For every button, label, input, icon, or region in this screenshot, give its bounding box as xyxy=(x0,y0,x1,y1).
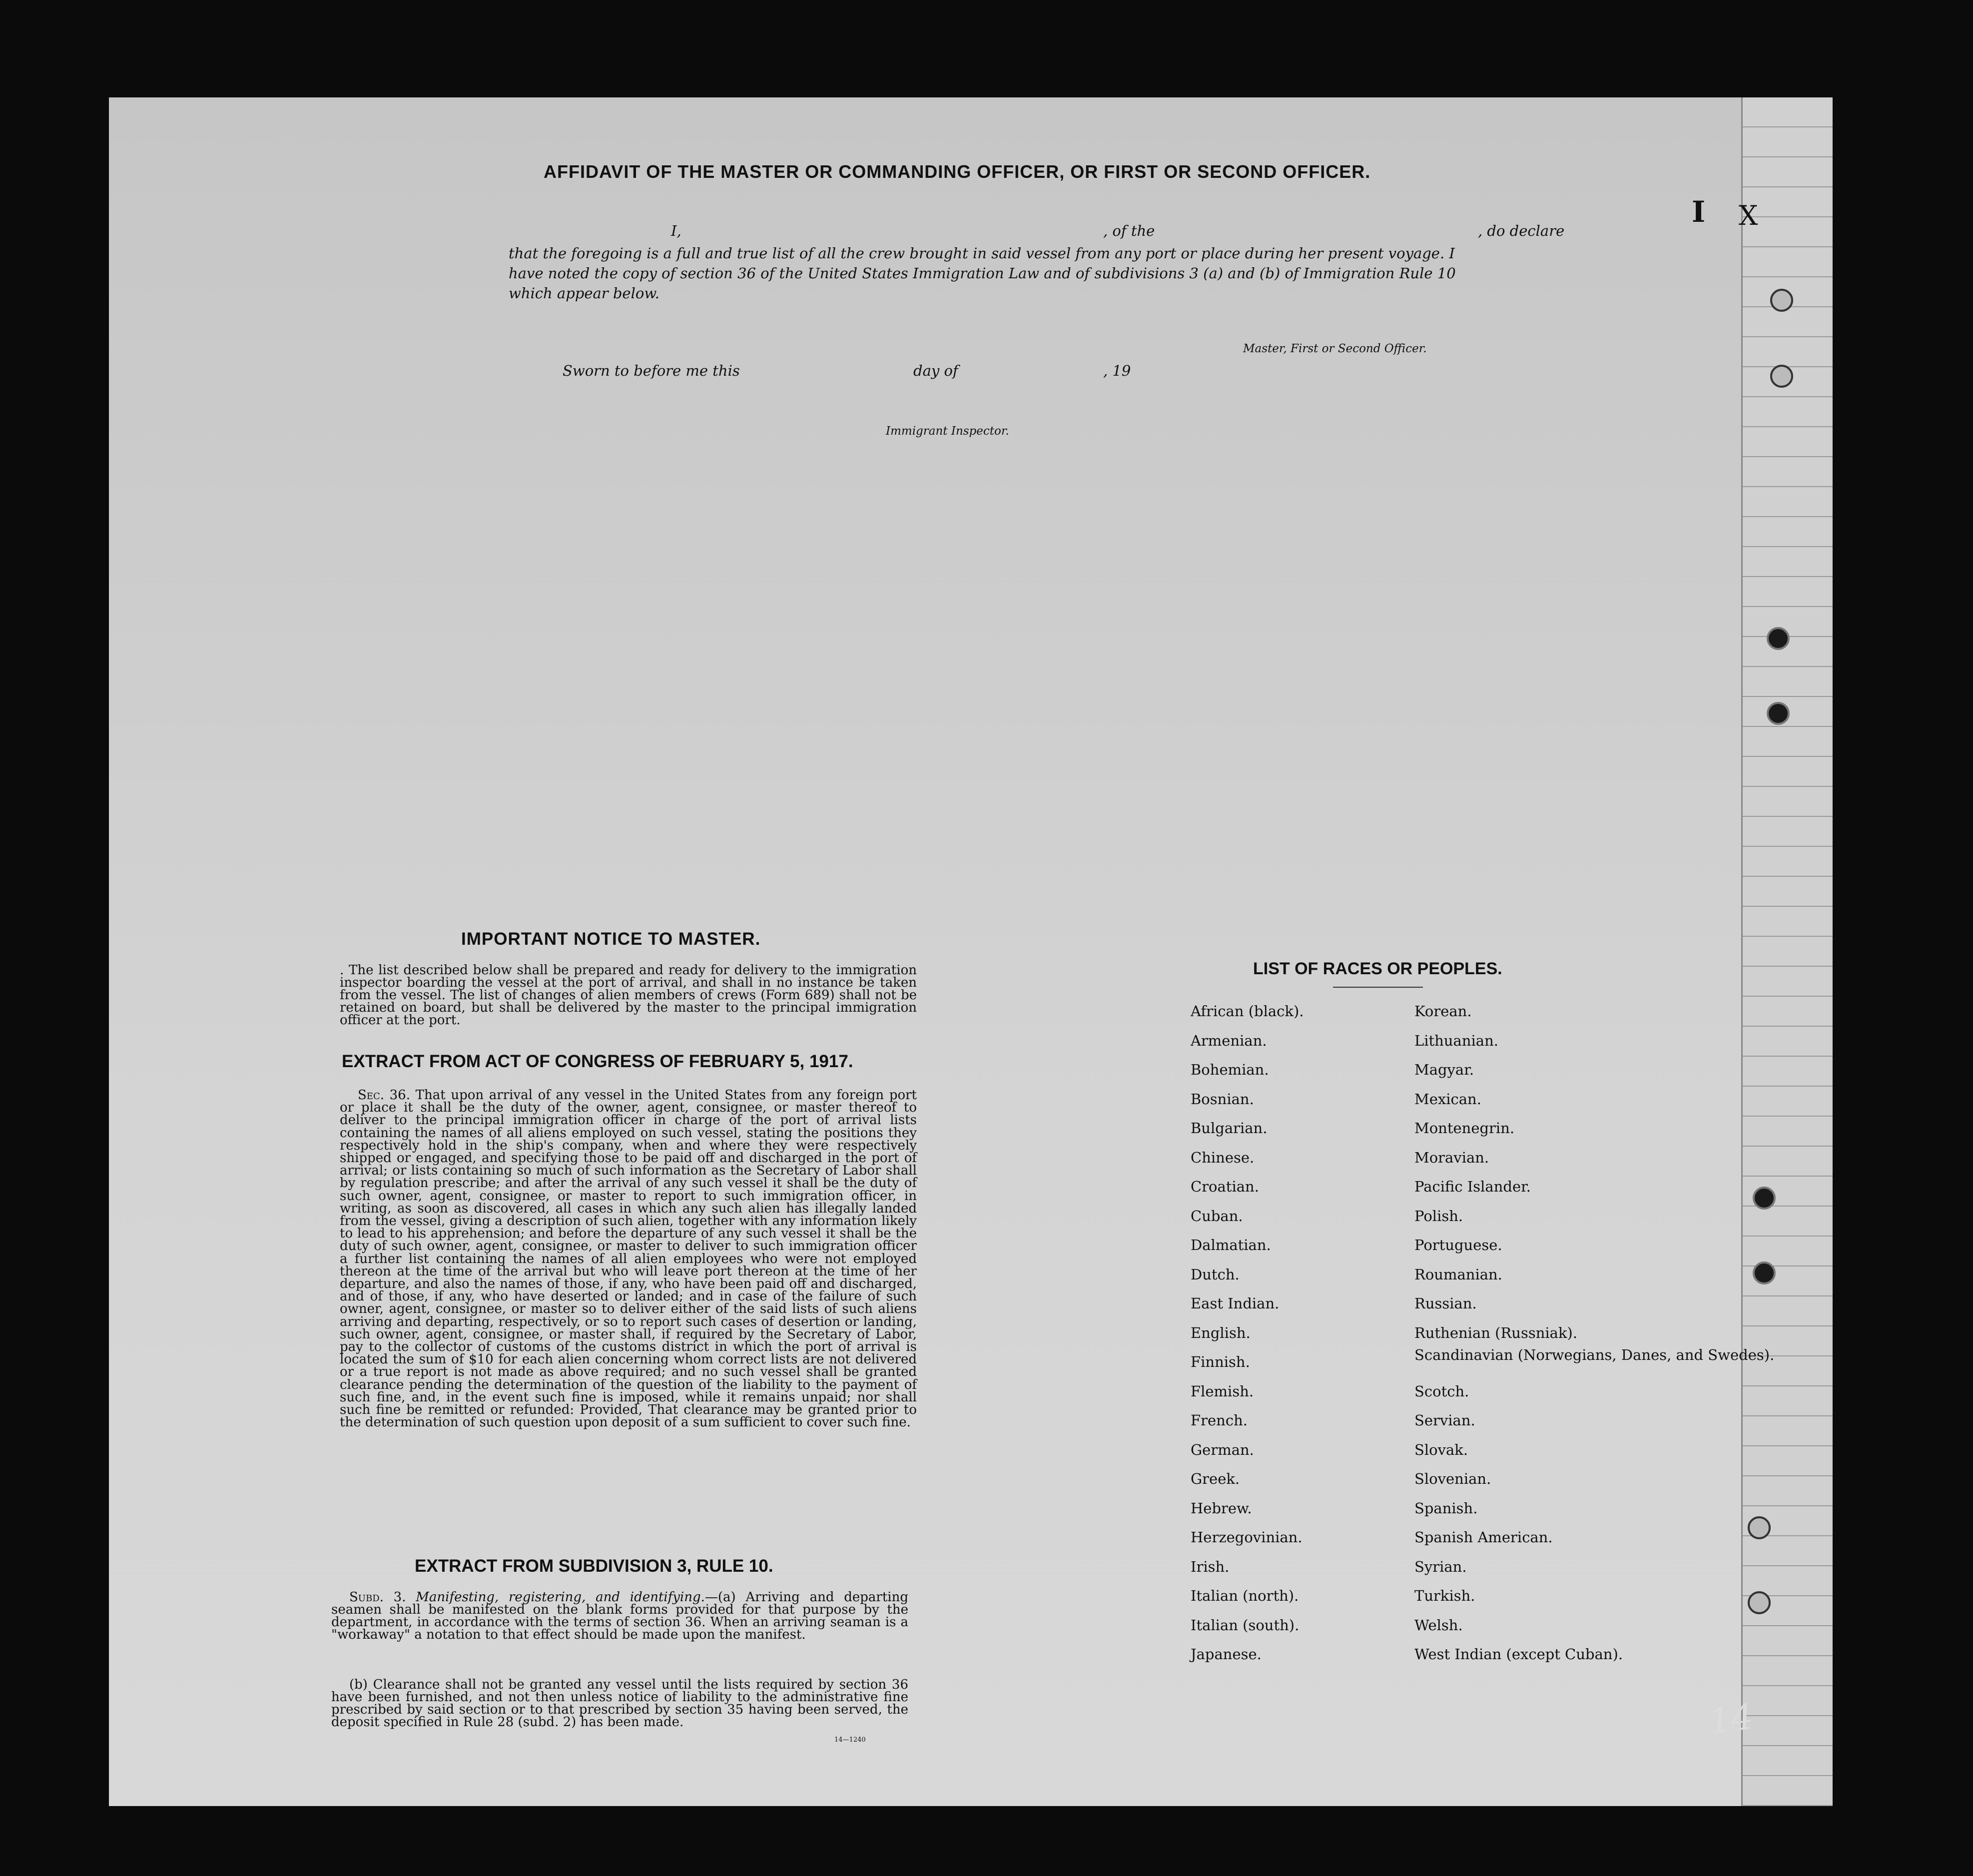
sworn-label: Sworn to before me this xyxy=(563,362,740,379)
race-item: Italian (north). xyxy=(1191,1587,1299,1604)
race-item: Armenian. xyxy=(1191,1032,1267,1049)
race-item: Lithuanian. xyxy=(1414,1032,1498,1049)
race-item: Cuban. xyxy=(1191,1207,1243,1225)
race-item: Japanese. xyxy=(1191,1646,1262,1663)
inspector-label: Immigrant Inspector. xyxy=(886,425,1009,438)
form-page xyxy=(109,97,1833,1806)
rule-body-b: (b) Clearance shall not be granted any vessel until the lists required by section 36 have been furnished, and not then unless notice of liability to the administrative fine prescribed by said section or to that prescribed by section 35 having been served, the deposit specified in Rule 28 (subd. 2) has been made. xyxy=(331,1677,908,1730)
rule-subd-label: Subd. 3. xyxy=(349,1590,406,1605)
races-column-2 xyxy=(1414,997,1774,1669)
form-number: 14—1240 xyxy=(834,1736,866,1744)
margin-mark-x: X xyxy=(1739,200,1758,231)
race-item: Spanish. xyxy=(1414,1499,1478,1517)
race-item: Syrian. xyxy=(1414,1558,1467,1575)
affidavit-title: AFFIDAVIT OF THE MASTER OR COMMANDING OFFICER, OR FIRST OR SECOND OFFICER. xyxy=(544,161,1371,182)
punch-hole xyxy=(1770,365,1793,388)
race-item: East Indian. xyxy=(1191,1295,1280,1312)
race-item: Dutch. xyxy=(1191,1265,1240,1283)
race-item: Moravian. xyxy=(1414,1149,1489,1166)
race-item: Welsh. xyxy=(1414,1616,1463,1634)
race-item: Scotch. xyxy=(1414,1382,1469,1400)
race-item: Turkish. xyxy=(1414,1587,1475,1604)
race-item: West Indian (except Cuban). xyxy=(1414,1646,1623,1663)
affidavit-i: I, xyxy=(671,222,681,239)
act-text xyxy=(340,1089,917,1429)
affidavit-body: that the foregoing is a full and true list of all the crew brought in said vessel from any port or place during her present voyage. I have noted the copy of section 36 of the United States Immigration Law and of subdivisions 3 (a) and (b) of Immigration Rule 10 which appear below. xyxy=(509,245,1456,302)
race-item: Servian. xyxy=(1414,1412,1475,1429)
rule-heading: Manifesting, registering, and identifying.— xyxy=(416,1590,718,1605)
race-item: Herzegovinian. xyxy=(1191,1529,1303,1546)
race-item: Ruthenian (Russniak). xyxy=(1414,1324,1578,1341)
race-item: Scandinavian (Norwegians, Danes, and Swedes). xyxy=(1414,1346,1775,1363)
race-item: Spanish American. xyxy=(1414,1529,1553,1546)
rule-title: EXTRACT FROM SUBDIVISION 3, RULE 10. xyxy=(415,1556,773,1576)
race-item: Russian. xyxy=(1414,1295,1477,1312)
rule-text-b xyxy=(331,1679,908,1729)
rule-body-a: (a) Arriving and departing seamen shall be manifested on the blank forms provided for that purpose by the department, in accordance with the terms of section 36. When an arriving seaman is a "workaway" a notation to that effect should be made upon the manifest. xyxy=(331,1590,908,1642)
races-column-1 xyxy=(1191,997,1304,1669)
race-item: Chinese. xyxy=(1191,1149,1255,1166)
races-title-underline xyxy=(1333,987,1423,988)
act-body: That upon arrival of any vessel in the United States from any foreign port or place it shall be the duty of the owner, agent, consignee, or master thereof to deliver to the principal immigration officer in charge of the port of arrival lists containing the names of all aliens employed on such vessel, stating the positions they respectively hold in the ship's company, when and where they were respectively shipped or engaged, and specifying those to be paid off and discharged in the port of arrival; or lists containing so much of such information as the Secretary of Labor shall by regulation prescribe; and after the arrival of any such vessel it shall be the duty of such owner, agent, consignee, or master to report to such immigration officer, in writing, as soon as discovered, all cases in which any such alien has illegally landed from the vessel, giving a description of such alien, together with any information likely to lead to his apprehension; and before the departure of any such vessel it shall be the duty of such owner, agent, consignee, or master to deliver to such immigration officer a further list containing the names of all alien employees who were not employed thereon at the time of the arrival but who will leave port thereon at the time of her departure, and also the names of those, if any, who have been paid off and discharged, and of those, if any, who have deserted or landed; and in case of the failure of such owner, agent, consignee, or master so to deliver either of the said lists of such aliens arriving and departing, respectively, or so to report such cases of desertion or landing, such owner, agent, consignee, or master shall, if required by the Secretary of Labor, pay to the collector of customs of the customs district in which the port of arrival is located the sum of $10 for each alien concerning whom correct lists are not delivered or a true report is not made as above required; and no such vessel shall be granted clearance pending the determination of the question of the liability to the payment of such fine, and, in the event such fine is imposed, while it remains unpaid; nor shall such fine be remitted or refunded: Provided, That clearance may be granted prior to the determination of such question upon deposit of a sum sufficient to cover such fine. xyxy=(340,1088,917,1430)
race-item: African (black). xyxy=(1191,1003,1304,1020)
race-item: Slovenian. xyxy=(1414,1470,1491,1487)
punch-hole xyxy=(1767,627,1790,650)
punch-hole xyxy=(1767,702,1790,725)
affidavit-of-the: , of the xyxy=(1103,222,1155,239)
races-title: LIST OF RACES OR PEOPLES. xyxy=(1253,959,1502,978)
act-title: EXTRACT FROM ACT OF CONGRESS OF FEBRUARY 5, 1917. xyxy=(342,1052,853,1071)
race-item: Pacific Islander. xyxy=(1414,1178,1531,1195)
race-item: Bosnian. xyxy=(1191,1090,1254,1108)
race-item: Italian (south). xyxy=(1191,1616,1300,1634)
notice-title: IMPORTANT NOTICE TO MASTER. xyxy=(461,929,761,949)
rule-text-a xyxy=(331,1591,908,1641)
race-item: Montenegrin. xyxy=(1414,1120,1515,1137)
day-of-label: day of xyxy=(913,362,958,379)
race-item: Magyar. xyxy=(1414,1061,1474,1078)
race-item: German. xyxy=(1191,1441,1254,1458)
race-item: Roumanian. xyxy=(1414,1265,1502,1283)
notice-text: . The list described below shall be prepared and ready for delivery to the immigration inspector boarding the vessel at the port of arrival, and shall in no instance be taken from the vessel. The list of changes of alien members of crews (Form 689) shall not be retained on board, but shall be delivered by the master to the principal immigration officer at the port. xyxy=(340,963,917,1028)
race-item: Slovak. xyxy=(1414,1441,1468,1458)
act-section-label: Sec. 36. xyxy=(358,1088,410,1103)
year-label: , 19 xyxy=(1103,362,1131,379)
race-item: Greek. xyxy=(1191,1470,1240,1487)
race-item: Portuguese. xyxy=(1414,1237,1502,1253)
affidavit-do-declare: , do declare xyxy=(1478,222,1565,239)
race-item: Bohemian. xyxy=(1191,1061,1269,1078)
master-signature-label: Master, First or Second Officer. xyxy=(1243,342,1427,355)
punch-hole xyxy=(1770,289,1793,312)
race-item: Croatian. xyxy=(1191,1178,1259,1195)
race-item: English. xyxy=(1191,1324,1251,1341)
race-item: Korean. xyxy=(1414,1003,1472,1020)
race-item: Hebrew. xyxy=(1191,1499,1252,1517)
margin-mark-i: I xyxy=(1692,195,1706,229)
handwritten-number: 14 xyxy=(1706,1696,1756,1743)
race-item: Dalmatian. xyxy=(1191,1237,1271,1253)
race-item: Flemish. xyxy=(1191,1382,1254,1400)
race-item: Irish. xyxy=(1191,1558,1230,1575)
race-item: French. xyxy=(1191,1412,1248,1429)
race-item: Bulgarian. xyxy=(1191,1120,1268,1137)
race-item: Mexican. xyxy=(1414,1090,1481,1108)
race-item: Polish. xyxy=(1414,1207,1463,1225)
race-item: Finnish. xyxy=(1191,1353,1250,1370)
